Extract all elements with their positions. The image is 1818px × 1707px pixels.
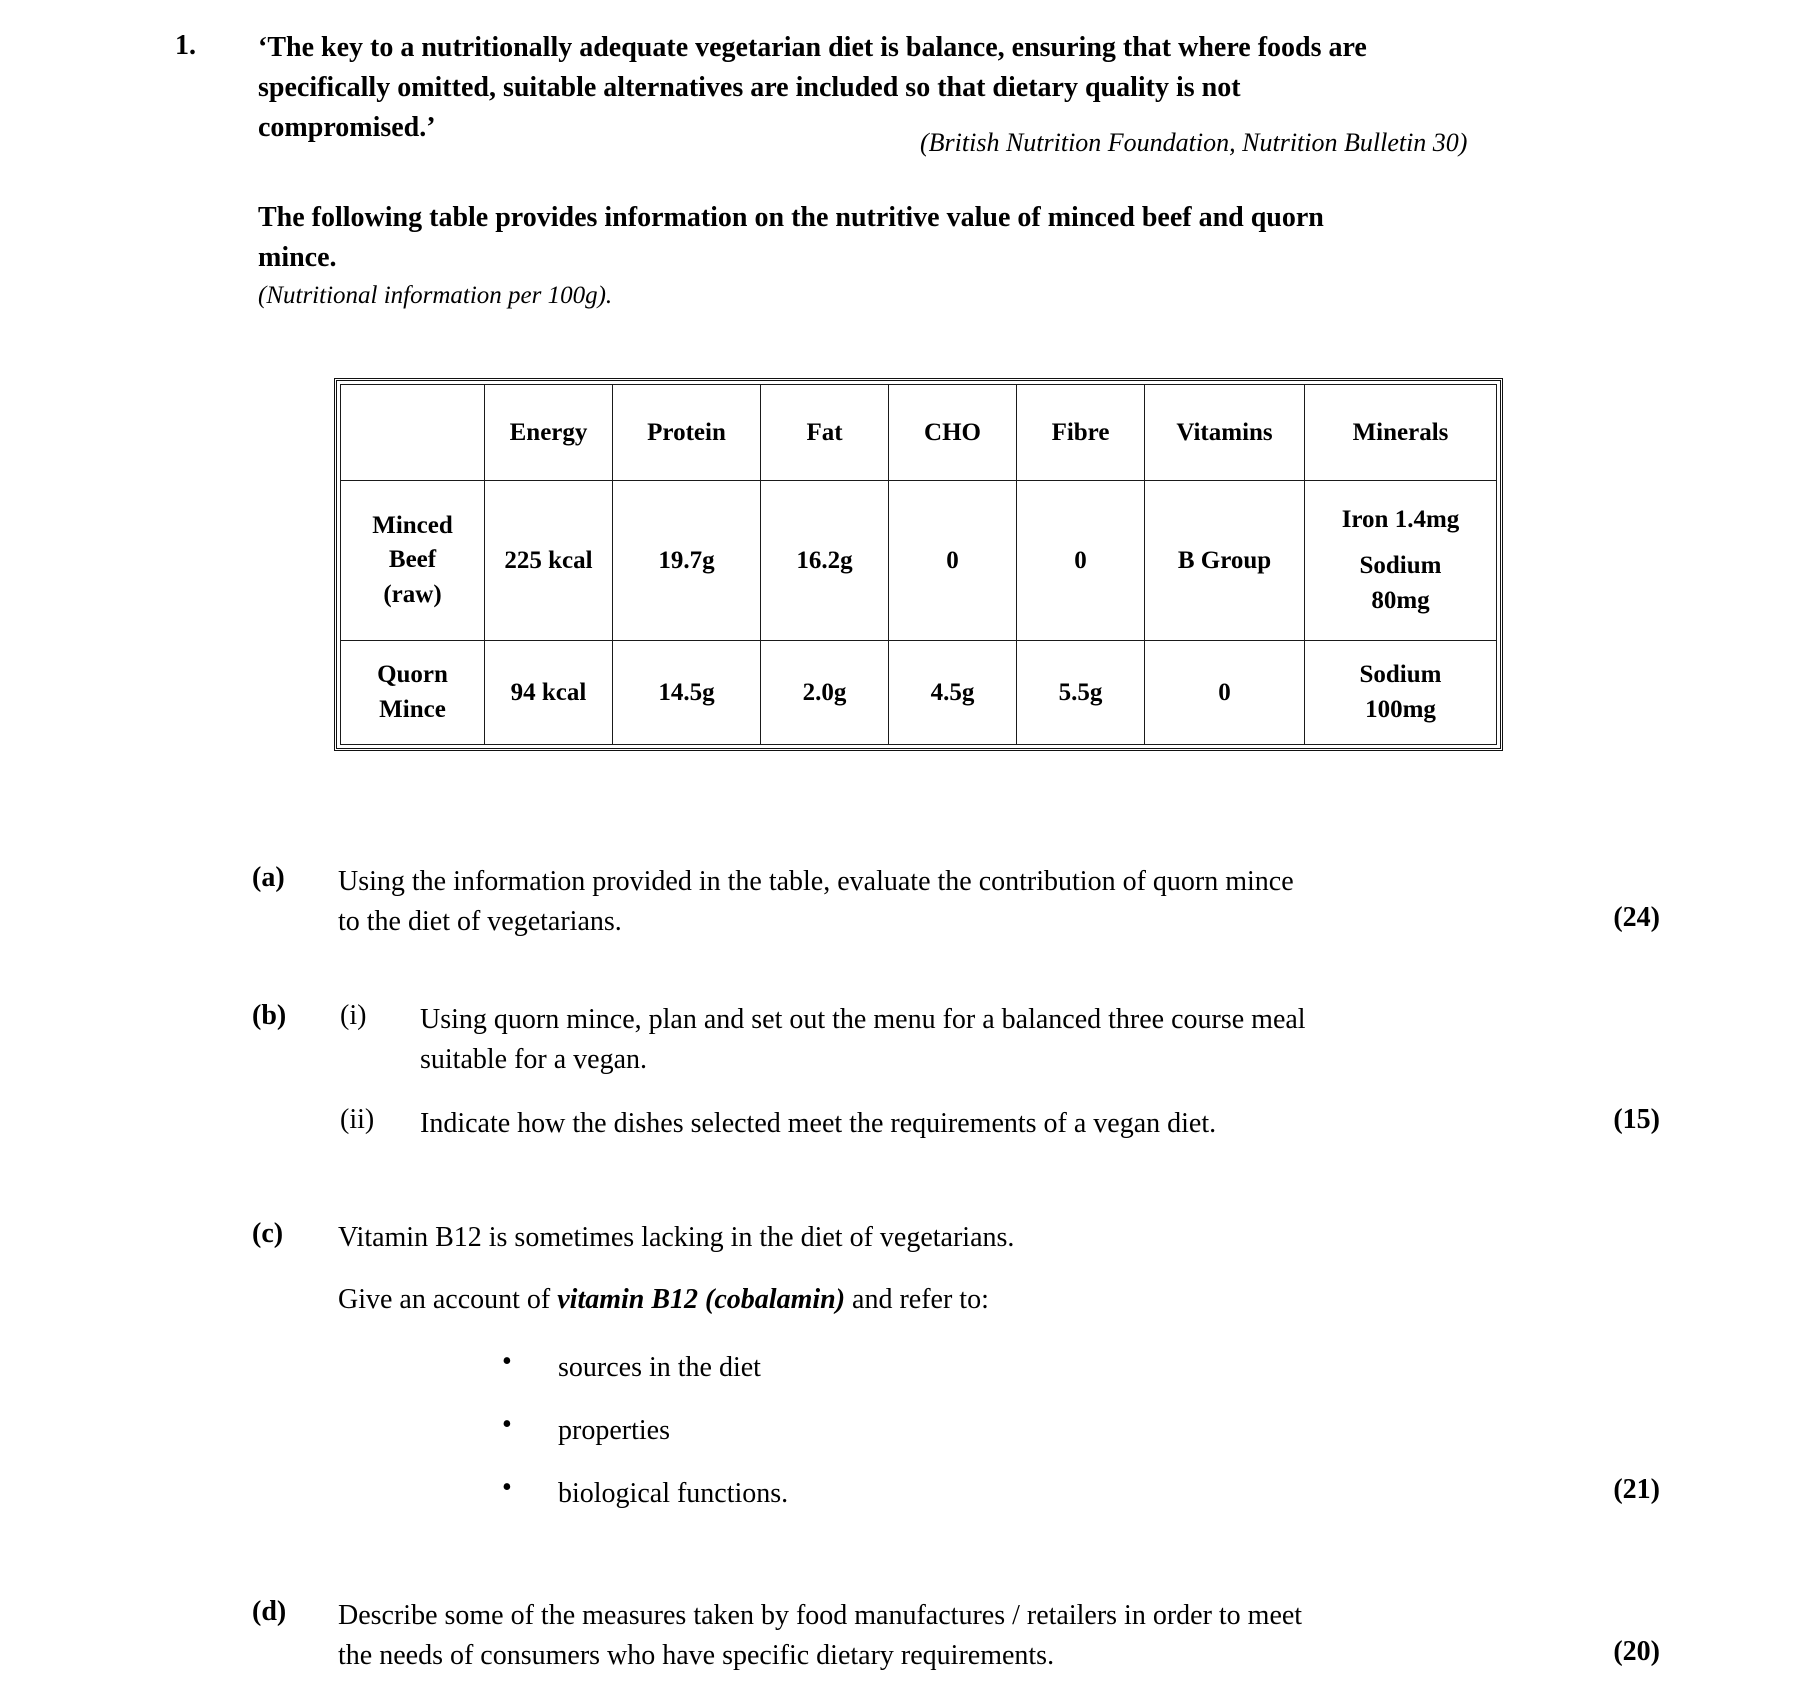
part-c-line2-pre: Give an account of — [338, 1284, 558, 1315]
part-c-line2 — [338, 1280, 1538, 1321]
row-label-quorn-mince — [341, 641, 485, 745]
row-label-line: (raw) — [383, 580, 442, 608]
part-c-line2-post: and refer to: — [845, 1284, 989, 1315]
bullet-point-icon: • — [502, 1472, 512, 1503]
part-c-bullet-2: properties — [558, 1415, 670, 1446]
part-c-line1: Vitamin B12 is sometimes lacking in the diet of vegetarians. — [338, 1222, 1015, 1253]
part-c-bullet-3: biological functions. — [558, 1478, 789, 1509]
column-header-minerals: Minerals — [1305, 385, 1497, 481]
cell-quorn-protein: 14.5g — [613, 641, 761, 745]
row-label-line: Minced — [372, 511, 453, 539]
part-a-line2: to the diet of vegetarians. — [338, 906, 622, 937]
part-c-marks: (21) — [1613, 1474, 1660, 1505]
mineral-line: 80mg — [1371, 586, 1430, 614]
quote-attribution: (British Nutrition Foundation, Nutrition Bulletin 30) — [920, 128, 1468, 157]
part-a-line1: Using the information provided in the table, evaluate the contribution of quorn mince — [338, 866, 1294, 897]
table-subnote: (Nutritional information per 100g). — [258, 282, 613, 309]
row-label-line: Quorn — [377, 661, 448, 688]
cell-beef-fibre: 0 — [1017, 481, 1145, 641]
part-b-i-line1: Using quorn mince, plan and set out the menu for a balanced three course meal — [420, 1004, 1306, 1035]
part-b-ii-text: Indicate how the dishes selected meet the requirements of a vegan diet. — [420, 1108, 1217, 1139]
cell-quorn-energy: 94 kcal — [485, 641, 613, 745]
part-c-bullet-1: sources in the diet — [558, 1352, 761, 1383]
question-quote: ‘The key to a nutritionally adequate vegetarian diet is balance, ensuring that where foods are specifically omitted, suitable alternatives are included so that dietary quality is not compromised.’ — [258, 32, 1367, 143]
cell-beef-minerals — [1305, 481, 1497, 641]
column-header-vitamins: Vitamins — [1145, 385, 1305, 481]
cell-beef-cho: 0 — [889, 481, 1017, 641]
part-d-line2: the needs of consumers who have specific dietary requirements. — [338, 1640, 1055, 1671]
row-label-line: Mince — [379, 695, 446, 723]
cell-quorn-fibre: 5.5g — [1017, 641, 1145, 745]
row-label-line: Beef — [388, 546, 437, 574]
mineral-line: Iron 1.4mg — [1341, 505, 1460, 533]
cell-beef-energy: 225 kcal — [485, 481, 613, 641]
cell-quorn-cho: 4.5g — [889, 641, 1017, 745]
table-row — [341, 641, 1497, 745]
column-header-cho: CHO — [889, 385, 1017, 481]
cell-beef-fat: 16.2g — [761, 481, 889, 641]
part-b-i-label: (i) — [340, 1000, 367, 1031]
mineral-spacer — [1309, 537, 1492, 549]
cell-beef-protein: 19.7g — [613, 481, 761, 641]
mineral-line: Sodium — [1359, 552, 1442, 580]
mineral-line: Sodium — [1359, 661, 1442, 688]
part-d-marks: (20) — [1613, 1636, 1660, 1667]
question-number: 1. — [175, 30, 196, 61]
column-header-protein: Protein — [613, 385, 761, 481]
table-corner-cell — [341, 385, 485, 481]
nutrition-table — [340, 384, 1497, 745]
part-b-marks: (15) — [1613, 1104, 1660, 1135]
part-b-ii-label: (ii) — [340, 1104, 375, 1135]
cell-beef-vitamins: B Group — [1145, 481, 1305, 641]
bullet-point-icon: • — [502, 1346, 512, 1377]
table-header-row — [341, 385, 1497, 481]
table-row — [341, 481, 1497, 641]
bullet-point-icon: • — [502, 1409, 512, 1440]
nutrition-table-wrapper — [334, 378, 1503, 756]
column-header-fibre: Fibre — [1017, 385, 1145, 481]
row-label-minced-beef — [341, 481, 485, 641]
column-header-fat: Fat — [761, 385, 889, 481]
part-b-i-line2: suitable for a vegan. — [420, 1044, 648, 1075]
table-intro-text: The following table provides information on the nutritive value of minced beef and quorn mince. — [258, 202, 1324, 273]
part-a-marks: (24) — [1613, 902, 1660, 933]
part-c-label: (c) — [252, 1218, 284, 1249]
part-d-line1: Describe some of the measures taken by food manufactures / retailers in order to meet — [338, 1600, 1303, 1631]
cell-quorn-fat: 2.0g — [761, 641, 889, 745]
part-d-label: (d) — [252, 1596, 287, 1627]
mineral-line: 100mg — [1365, 695, 1436, 723]
table-outer-border — [334, 378, 1503, 751]
part-b-label: (b) — [252, 1000, 287, 1031]
cell-quorn-vitamins: 0 — [1145, 641, 1305, 745]
part-a-label: (a) — [252, 862, 285, 893]
column-header-energy: Energy — [485, 385, 613, 481]
cell-quorn-minerals — [1305, 641, 1497, 745]
part-c-line2-emphasis: vitamin B12 (cobalamin) — [557, 1284, 846, 1315]
